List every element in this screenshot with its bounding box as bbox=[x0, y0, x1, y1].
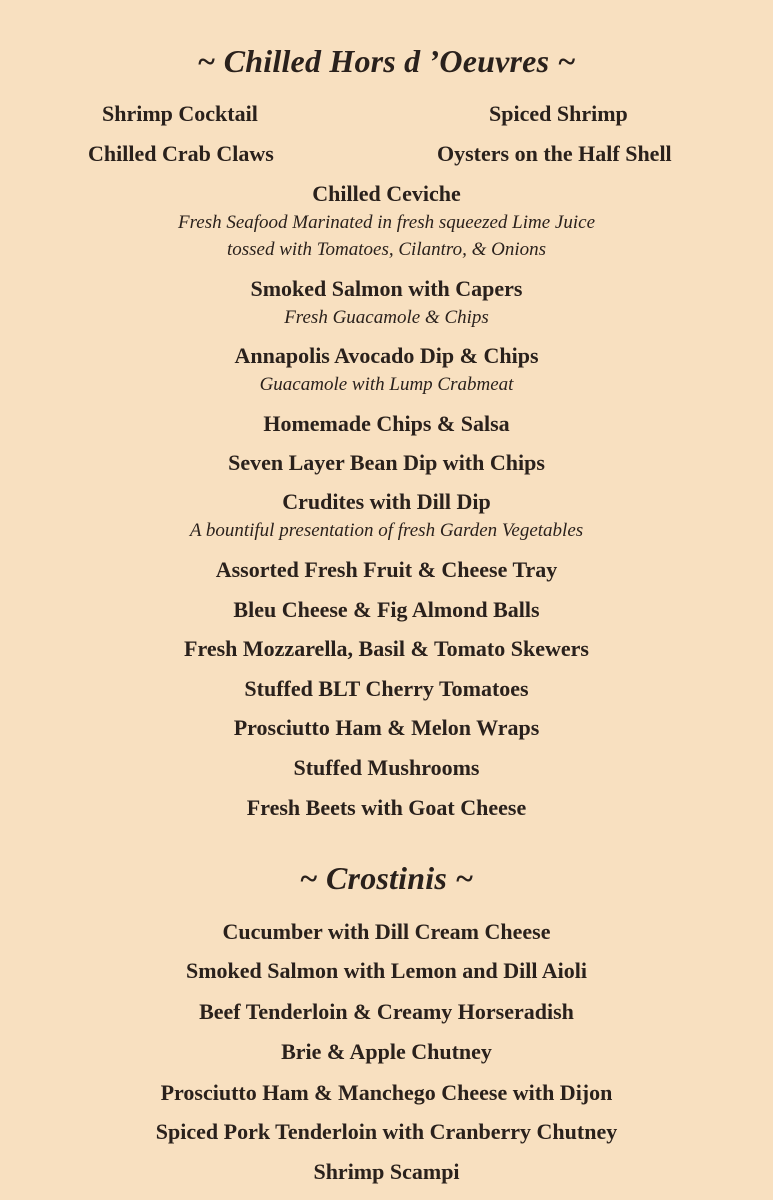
menu-item: Brie & Apple Chutney bbox=[281, 1039, 492, 1064]
menu-item: Fresh Beets with Goat Cheese bbox=[246, 795, 527, 820]
menu-item-description: A bountiful presentation of fresh Garden Vegetables bbox=[189, 520, 584, 541]
menu-item: Beef Tenderloin & Creamy Horseradish bbox=[199, 999, 574, 1024]
menu-item: Shrimp Cocktail bbox=[102, 101, 258, 126]
menu-item: Seven Layer Bean Dip with Chips bbox=[228, 450, 545, 475]
menu-item: Prosciutto Ham & Manchego Cheese with Dijon bbox=[160, 1080, 613, 1105]
menu-item: Fresh Mozzarella, Basil & Tomato Skewers bbox=[184, 636, 589, 661]
menu-item: Shrimp Scampi bbox=[313, 1159, 460, 1184]
menu-item: Spiced Shrimp bbox=[489, 101, 628, 126]
pair-row-1 bbox=[0, 101, 773, 131]
menu-item: Crudites with Dill Dip bbox=[282, 489, 491, 514]
menu-item: Spiced Pork Tenderloin with Cranberry Chutney bbox=[155, 1119, 618, 1144]
pair-row-2 bbox=[0, 141, 773, 171]
menu-item-description: tossed with Tomatoes, Cilantro, & Onions bbox=[226, 239, 546, 260]
menu-item-description: Guacamole with Lump Crabmeat bbox=[259, 374, 514, 395]
menu-item: Prosciutto Ham & Melon Wraps bbox=[233, 715, 540, 740]
menu-item: Assorted Fresh Fruit & Cheese Tray bbox=[215, 557, 558, 582]
section-title-chilled: ~ Chilled Hors d ’Oeuvres ~ bbox=[197, 43, 576, 79]
menu-item: Smoked Salmon with Capers bbox=[250, 276, 523, 301]
menu-item: Cucumber with Dill Cream Cheese bbox=[222, 919, 551, 944]
menu-item: Stuffed Mushrooms bbox=[293, 755, 480, 780]
menu-item: Chilled Crab Claws bbox=[88, 141, 274, 166]
menu-item: Smoked Salmon with Lemon and Dill Aioli bbox=[186, 958, 587, 983]
menu-item: Stuffed BLT Cherry Tomatoes bbox=[244, 676, 529, 701]
menu-item-description: Fresh Guacamole & Chips bbox=[284, 307, 489, 328]
menu-item: Homemade Chips & Salsa bbox=[263, 411, 510, 436]
menu-item: Chilled Ceviche bbox=[312, 181, 461, 206]
menu-item: Bleu Cheese & Fig Almond Balls bbox=[233, 597, 540, 622]
menu-item: Oysters on the Half Shell bbox=[437, 141, 672, 166]
menu-item: Annapolis Avocado Dip & Chips bbox=[234, 343, 539, 368]
menu-item-description: Fresh Seafood Marinated in fresh squeezed Lime Juice bbox=[177, 212, 596, 233]
section-title-crostinis: ~ Crostinis ~ bbox=[299, 860, 474, 896]
